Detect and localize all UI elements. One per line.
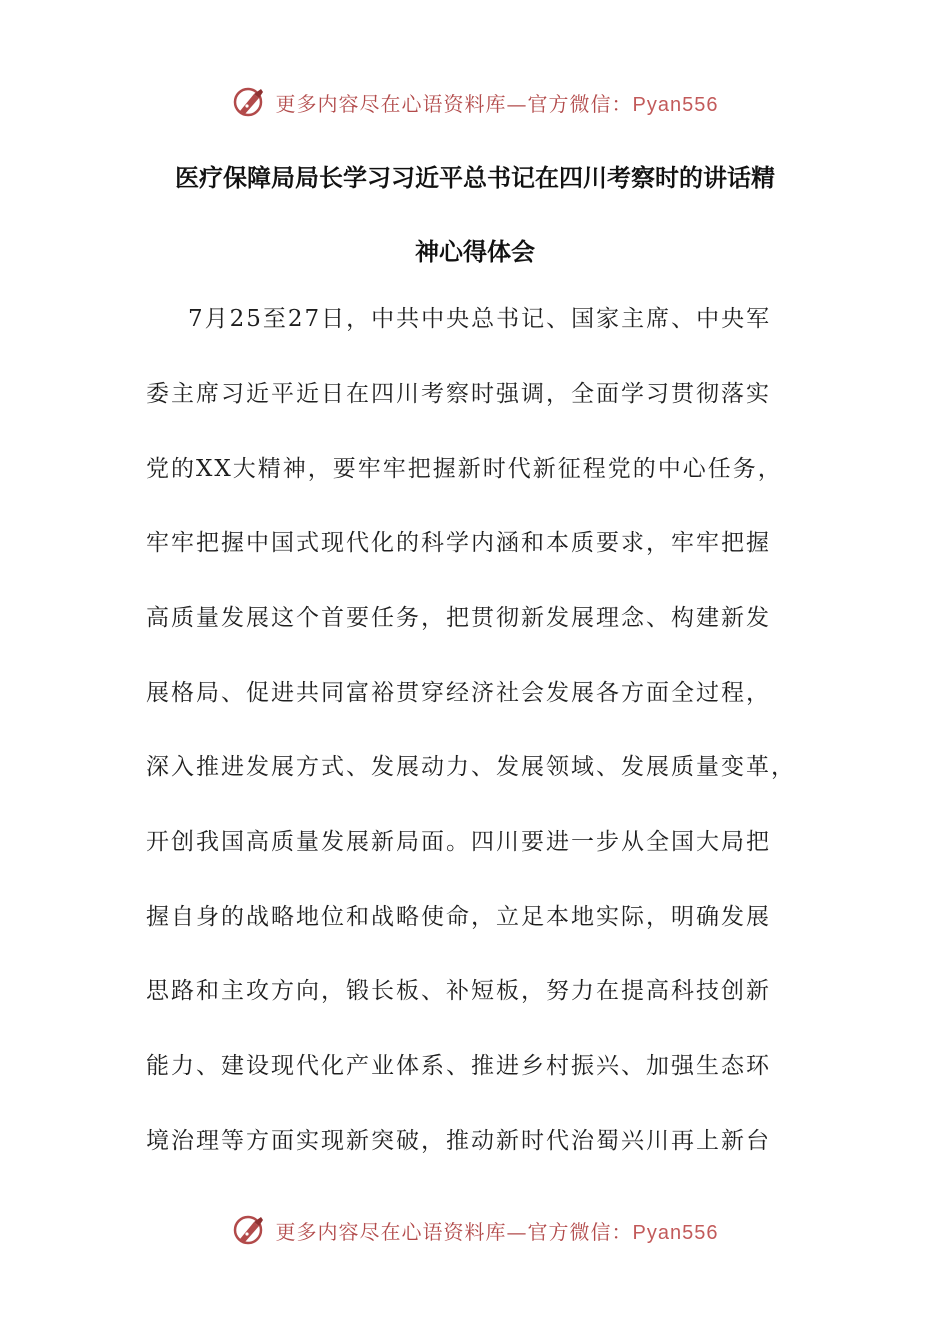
body-line-2: 委主席习近平近日在四川考察时强调，全面学习贯彻落实: [146, 381, 771, 407]
body-line-11: 能力、建设现代化产业体系、推进乡村振兴、加强生态环: [146, 1053, 771, 1079]
body-line-3: 党的XX大精神，要牢牢把握新时代新征程党的中心任务，: [146, 456, 783, 482]
body-line-10: 思路和主攻方向，锻长板、补短板，努力在提高科技创新: [146, 978, 771, 1004]
header-banner-label: 更多内容尽在心语资料库—官方微信：: [275, 91, 633, 116]
document-title-line-1: 医疗保障局局长学习习近平总书记在四川考察时的讲话精: [175, 163, 775, 192]
header-banner-wechat: Pyan556: [632, 93, 719, 116]
footer-banner-text: [276, 1216, 719, 1245]
footer-banner-wechat: Pyan556: [632, 1221, 719, 1244]
document-title-line-2: 神心得体会: [415, 237, 535, 266]
body-line-1: 7月25至27日，中共中央总书记、国家主席、中央军: [188, 306, 772, 332]
body-line-4: 牢牢把握中国式现代化的科学内涵和本质要求，牢牢把握: [146, 530, 771, 556]
pen-nib-circle-icon: [232, 1212, 268, 1248]
body-line-9: 握自身的战略地位和战略使命，立足本地实际，明确发展: [146, 904, 771, 930]
header-banner-text: [276, 88, 719, 117]
pen-nib-circle-icon: [232, 84, 268, 120]
footer-banner: [0, 1208, 950, 1252]
body-line-12: 境治理等方面实现新突破，推动新时代治蜀兴川再上新台: [146, 1128, 771, 1154]
footer-banner-label: 更多内容尽在心语资料库—官方微信：: [275, 1219, 633, 1244]
body-line-7: 深入推进发展方式、发展动力、发展领域、发展质量变革，: [146, 754, 796, 780]
body-line-5: 高质量发展这个首要任务，把贯彻新发展理念、构建新发: [146, 605, 771, 631]
body-line-6: 展格局、促进共同富裕贯穿经济社会发展各方面全过程，: [146, 680, 771, 706]
body-line-8: 开创我国高质量发展新局面。四川要进一步从全国大局把: [146, 829, 771, 855]
header-banner: [0, 80, 950, 124]
